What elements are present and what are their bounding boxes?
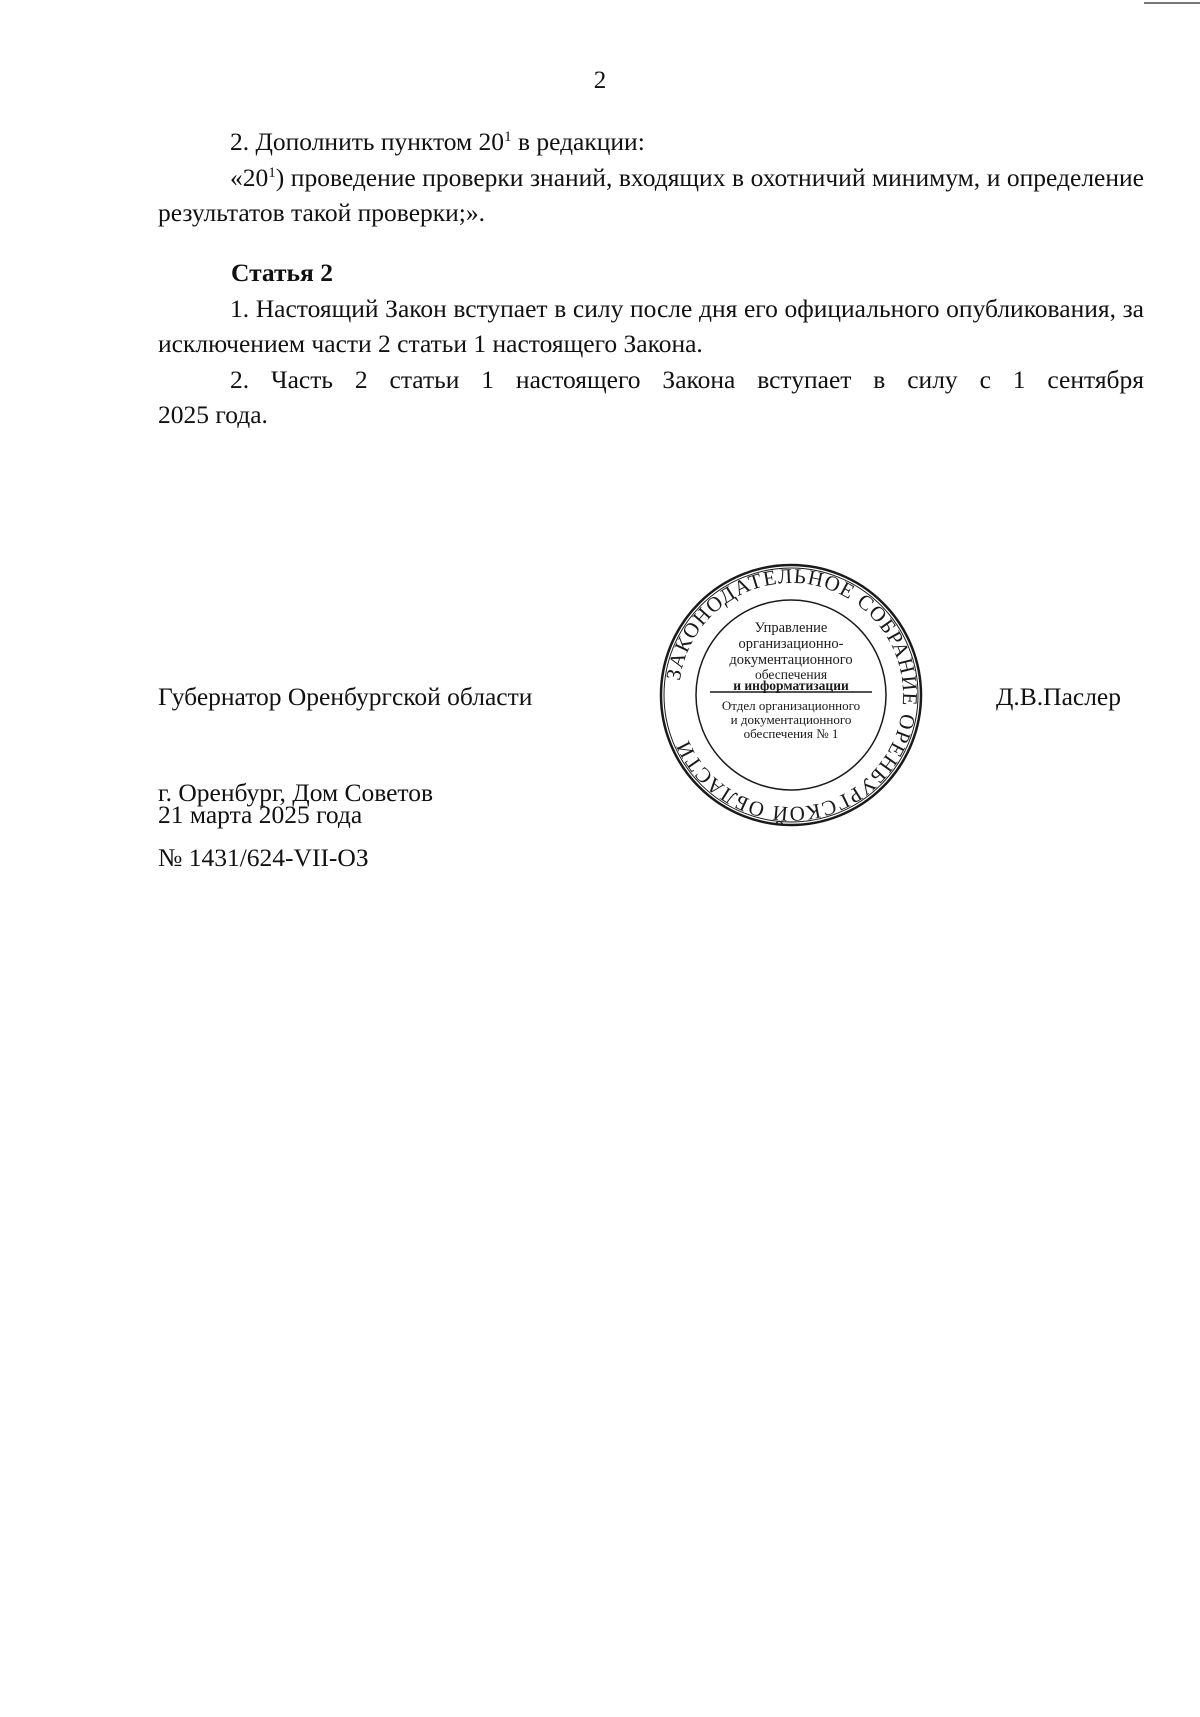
seal-line-1: Управление: [754, 620, 828, 636]
amendment-intro-superscript: 1: [504, 129, 512, 145]
signing-place: г. Оренбург, Дом Советов: [158, 778, 434, 807]
official-seal: [658, 562, 924, 828]
amendment-quote-text: ) проведение проверки знаний, входящих в охотничий минимум, и определение результатов такой проверки;».: [158, 162, 1144, 227]
article2-block: [158, 255, 1144, 433]
article2-item2-line1: 2. Часть 2 статьи 1 настоящего Закона вступает в силу с 1 сентября: [230, 364, 1144, 394]
seal-line-2: организационно-: [738, 636, 844, 652]
seal-line-8: обеспечения № 1: [743, 726, 839, 741]
signer-post: Губернатор Оренбургской области: [158, 682, 533, 711]
law-number: № 1431/624-VII-ОЗ: [158, 843, 369, 872]
amendment-intro-text: 2. Дополнить пунктом 20: [230, 127, 505, 156]
seal-line-4: обеспечения: [754, 667, 828, 682]
article2-item2-line2: 2025 года.: [158, 400, 268, 429]
amendment-intro-tail: в редакции:: [511, 127, 645, 156]
amendment-intro: [158, 124, 1144, 160]
seal-graphic: [658, 562, 924, 828]
seal-line-7: и документационного: [730, 712, 852, 727]
page-number: 2: [593, 67, 607, 94]
signing-date: 21 марта 2025 года: [158, 800, 363, 829]
seal-ring-text: ЗАКОНОДАТЕЛЬНОЕ СОБРАНИЕ ОРЕНБУРГСКОЙ ОБЛАСТИ: [661, 563, 923, 827]
amendment-quote-open: «20: [230, 162, 269, 192]
scan-edge-mark: [1144, 2, 1200, 4]
amendment-quote-superscript: 1: [268, 164, 276, 181]
article2-item1: 1. Настоящий Закон вступает в силу после дня его официального опубликования, за исключением части 2 статьи 1 настоящего Закона.: [158, 293, 1144, 358]
seal-line-5: и информатизации: [733, 678, 849, 693]
amendment-quote: [158, 160, 1144, 231]
signer-name: Д.В.Паслер: [996, 682, 1121, 711]
seal-line-3: документационного: [729, 652, 853, 668]
article1-part2-block: [158, 124, 1144, 231]
seal-line-6: Отдел организационного: [721, 698, 861, 713]
article2-heading: Статья 2: [231, 258, 333, 287]
